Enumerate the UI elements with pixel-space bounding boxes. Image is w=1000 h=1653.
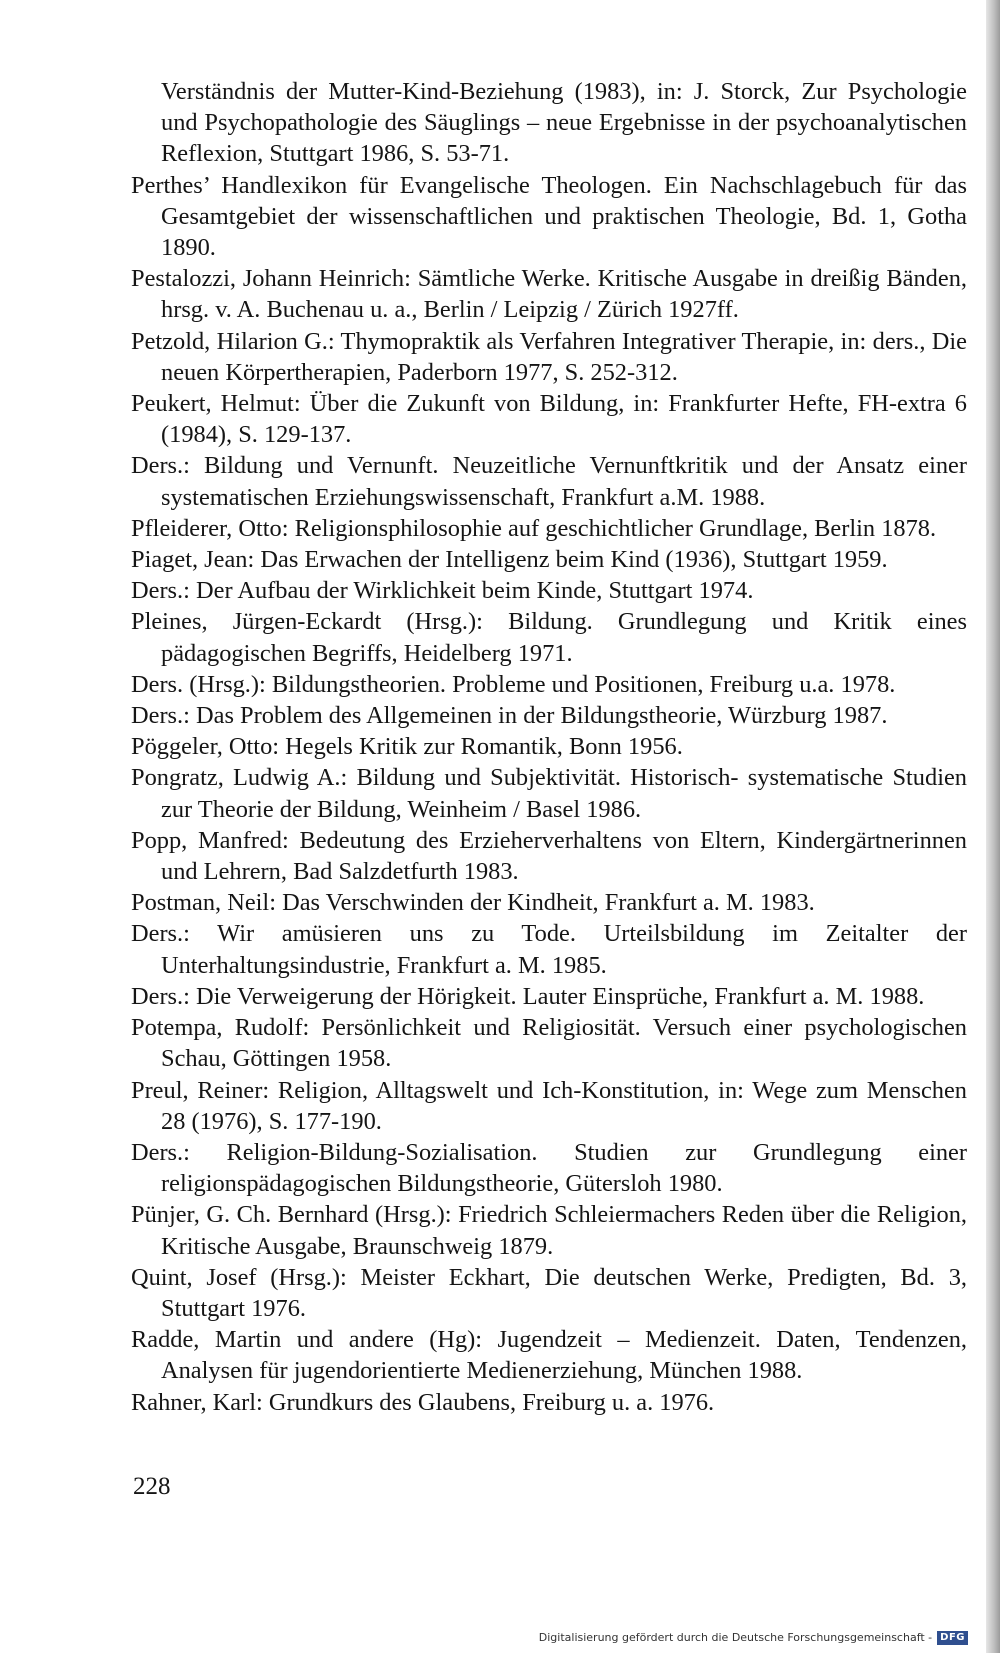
bibliography-entry: Postman, Neil: Das Verschwinden der Kindheit, Frankfurt a. M. 1983. <box>131 889 815 917</box>
bibliography-entry: Ders.: Bildung und Vernunft. Neuzeitliche Vernunftkritik und der Ansatz einer systematischen Erziehungswissenschaft, Frankfurt a.M. 1988. <box>131 452 967 511</box>
bibliography-entry: Peukert, Helmut: Über die Zukunft von Bildung, in: Frankfurter Hefte, FH-extra 6 (1984), S. 129-137. <box>131 390 967 449</box>
bibliography-entry: Perthes’ Handlexikon für Evangelische Theologen. Ein Nachschlagebuch für das Gesamtgebiet der wissenschaftlichen und praktischen Theologie, Bd. 1, Gotha 1890. <box>131 171 967 262</box>
bibliography-entry: Pestalozzi, Johann Heinrich: Sämtliche Werke. Kritische Ausgabe in dreißig Bänden, hrsg. v. A. Buchenau u. a., Berlin / Leipzig / Zürich 1927ff. <box>131 265 967 324</box>
bibliography-entry: Ders. (Hrsg.): Bildungstheorien. Probleme und Positionen, Freiburg u.a. 1978. <box>131 670 896 698</box>
bibliography-entry: Radde, Martin und andere (Hg): Jugendzeit – Medienzeit. Daten, Tendenzen, Analysen für jugendorientierte Medienerziehung, München 1988. <box>131 1326 967 1385</box>
bibliography-entry: Ders.: Wir amüsieren uns zu Tode. Urteilsbildung im Zeitalter der Unterhaltungsindustrie, Frankfurt a. M. 1985. <box>131 920 967 979</box>
bibliography-entry: Pleines, Jürgen-Eckardt (Hrsg.): Bildung. Grundlegung und Kritik eines pädagogischen Begriffs, Heidelberg 1971. <box>131 608 967 667</box>
bibliography-entry: Preul, Reiner: Religion, Alltagswelt und Ich-Konstitution, in: Wege zum Menschen 28 (1976), S. 177-190. <box>131 1076 967 1135</box>
dfg-logo: DFG <box>937 1631 968 1645</box>
bibliography-entry: Rahner, Karl: Grundkurs des Glaubens, Freiburg u. a. 1976. <box>131 1388 715 1416</box>
bibliography-entry: Quint, Josef (Hrsg.): Meister Eckhart, Die deutschen Werke, Predigten, Bd. 3, Stuttgart 1976. <box>131 1263 967 1322</box>
bibliography-list <box>131 76 967 1418</box>
bibliography-entry: Ders.: Religion-Bildung-Sozialisation. Studien zur Grundlegung einer religionspädagogischen Bildungstheorie, Gütersloh 1980. <box>131 1138 967 1198</box>
bibliography-entry: Piaget, Jean: Das Erwachen der Intelligenz beim Kind (1936), Stuttgart 1959. <box>131 546 888 574</box>
bibliography-entry: Petzold, Hilarion G.: Thymopraktik als Verfahren Integrativer Therapie, in: ders., Die neuen Körpertherapien, Paderborn 1977, S. 252-312. <box>131 327 967 386</box>
bibliography-entry: Ders.: Das Problem des Allgemeinen in der Bildungstheorie, Würzburg 1987. <box>131 702 888 730</box>
bibliography-entry: Pünjer, G. Ch. Bernhard (Hrsg.): Friedrich Schleiermachers Reden über die Religion, Kritische Ausgabe, Braunschweig 1879. <box>131 1201 967 1260</box>
bibliography-entry: Potempa, Rudolf: Persönlichkeit und Religiosität. Versuch einer psychologischen Schau, Göttingen 1958. <box>131 1014 967 1073</box>
bibliography-entry: Pfleiderer, Otto: Religionsphilosophie auf geschichtlicher Grundlage, Berlin 1878. <box>131 514 937 542</box>
page-edge-shadow <box>986 0 1000 1653</box>
bibliography-entry-continuation: Verständnis der Mutter-Kind-Beziehung (1983), in: J. Storck, Zur Psychologie und Psychopathologie des Säuglings – neue Ergebnisse in der psychoanalytischen Reflexion, Stuttgart 1986, S. 53-71. <box>161 78 967 168</box>
bibliography-entry: Popp, Manfred: Bedeutung des Erzieherverhaltens von Eltern, Kindergärtnerinnen und Lehrern, Bad Salzdetfurth 1983. <box>131 826 967 886</box>
bibliography-entry: Ders.: Der Aufbau der Wirklichkeit beim Kinde, Stuttgart 1974. <box>131 577 754 605</box>
bibliography-entry: Pongratz, Ludwig A.: Bildung und Subjektivität. Historisch- systematische Studien zur Theorie der Bildung, Weinheim / Basel 1986. <box>131 764 967 823</box>
credit-text: Digitalisierung gefördert durch die Deutsche Forschungsgemeinschaft - <box>538 1631 933 1644</box>
digitization-credit <box>539 1631 968 1645</box>
page-number: 228 <box>133 1473 171 1500</box>
bibliography-entry: Ders.: Die Verweigerung der Hörigkeit. Lauter Einsprüche, Frankfurt a. M. 1988. <box>131 982 925 1010</box>
bibliography-entry: Pöggeler, Otto: Hegels Kritik zur Romantik, Bonn 1956. <box>131 733 683 761</box>
